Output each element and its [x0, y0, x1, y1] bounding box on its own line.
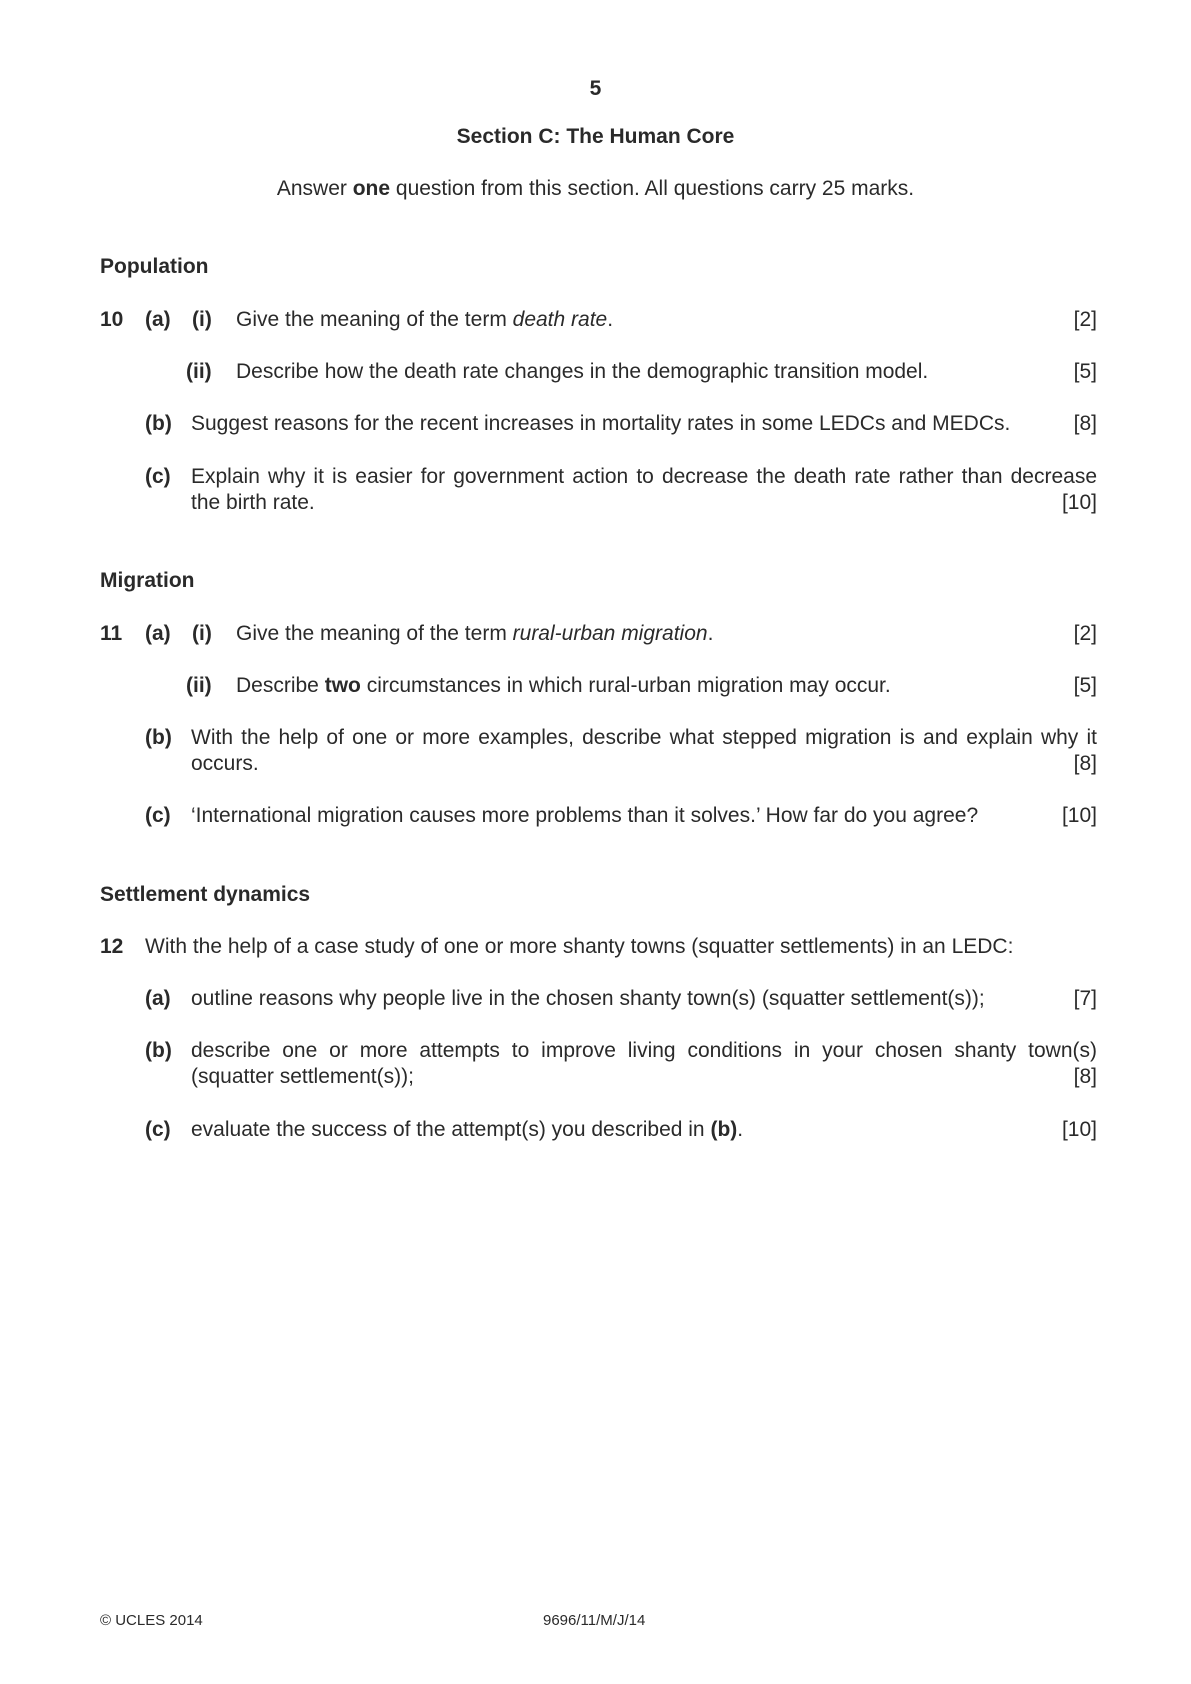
mark-allocation: [5]	[1073, 674, 1097, 697]
question-stem: With the help of a case study of one or more shanty towns (squatter settlements) in an LEDC:	[145, 935, 1014, 958]
subpart-label: (i)	[192, 308, 212, 331]
footer-copyright: © UCLES 2014	[100, 1612, 203, 1629]
mark-allocation: [8]	[1073, 412, 1097, 435]
subpart-label: (ii)	[186, 360, 212, 383]
topic-heading-migration: Migration	[100, 569, 195, 592]
page-number: 5	[589, 77, 602, 100]
part-label: (b)	[145, 726, 172, 749]
part-label: (b)	[145, 412, 172, 435]
mark-allocation: [10]	[1061, 491, 1097, 514]
question-text: Give the meaning of the term death rate.	[236, 308, 614, 331]
question-number-12: 12	[100, 935, 124, 958]
section-title: Section C: The Human Core	[456, 125, 735, 148]
part-label: (c)	[145, 804, 171, 827]
question-number-10: 10	[100, 308, 124, 331]
mark-allocation: [5]	[1073, 360, 1097, 383]
mark-allocation: [7]	[1073, 987, 1097, 1010]
question-text: Describe two circumstances in which rural-urban migration may occur.	[236, 674, 891, 697]
question-number-11: 11	[100, 622, 123, 645]
part-label: (c)	[145, 1118, 171, 1141]
part-label: (c)	[145, 465, 171, 488]
footer-paper-code: 9696/11/M/J/14	[543, 1612, 646, 1629]
question-text: Describe how the death rate changes in the demographic transition model.	[236, 360, 929, 383]
question-text-line-2: occurs.	[191, 752, 259, 775]
question-text: Give the meaning of the term rural-urban migration.	[236, 622, 714, 645]
question-text: ‘International migration causes more problems than it solves.’ How far do you agree?	[191, 804, 979, 827]
question-text-line-2: the birth rate.	[191, 491, 315, 514]
subpart-label: (ii)	[186, 674, 212, 697]
part-label: (b)	[145, 1039, 172, 1062]
topic-heading-population: Population	[100, 255, 209, 278]
part-label: (a)	[145, 987, 171, 1010]
question-text: Suggest reasons for the recent increases in mortality rates in some LEDCs and MEDCs.	[191, 412, 1011, 435]
mark-allocation: [10]	[1061, 1118, 1097, 1141]
part-label: (a)	[145, 622, 171, 645]
question-text: outline reasons why people live in the chosen shanty town(s) (squatter settlement(s));	[191, 987, 985, 1010]
mark-allocation: [2]	[1073, 622, 1097, 645]
mark-allocation: [8]	[1073, 752, 1097, 775]
question-text: evaluate the success of the attempt(s) you described in (b).	[191, 1118, 744, 1141]
mark-allocation: [8]	[1073, 1065, 1097, 1088]
question-text-line-1: describe one or more attempts to improve living conditions in your chosen shanty town(s)	[191, 1039, 1097, 1062]
mark-allocation: [2]	[1073, 308, 1097, 331]
question-text-line-2: (squatter settlement(s));	[191, 1065, 414, 1088]
question-text-line-1: With the help of one or more examples, describe what stepped migration is and explain why it	[191, 726, 1097, 749]
section-instructions: Answer one question from this section. All questions carry 25 marks.	[276, 177, 915, 200]
part-label: (a)	[145, 308, 171, 331]
question-text-line-1: Explain why it is easier for government action to decrease the death rate rather than decrease	[191, 465, 1097, 488]
topic-heading-settlement-dynamics: Settlement dynamics	[100, 883, 311, 906]
subpart-label: (i)	[192, 622, 212, 645]
mark-allocation: [10]	[1061, 804, 1097, 827]
